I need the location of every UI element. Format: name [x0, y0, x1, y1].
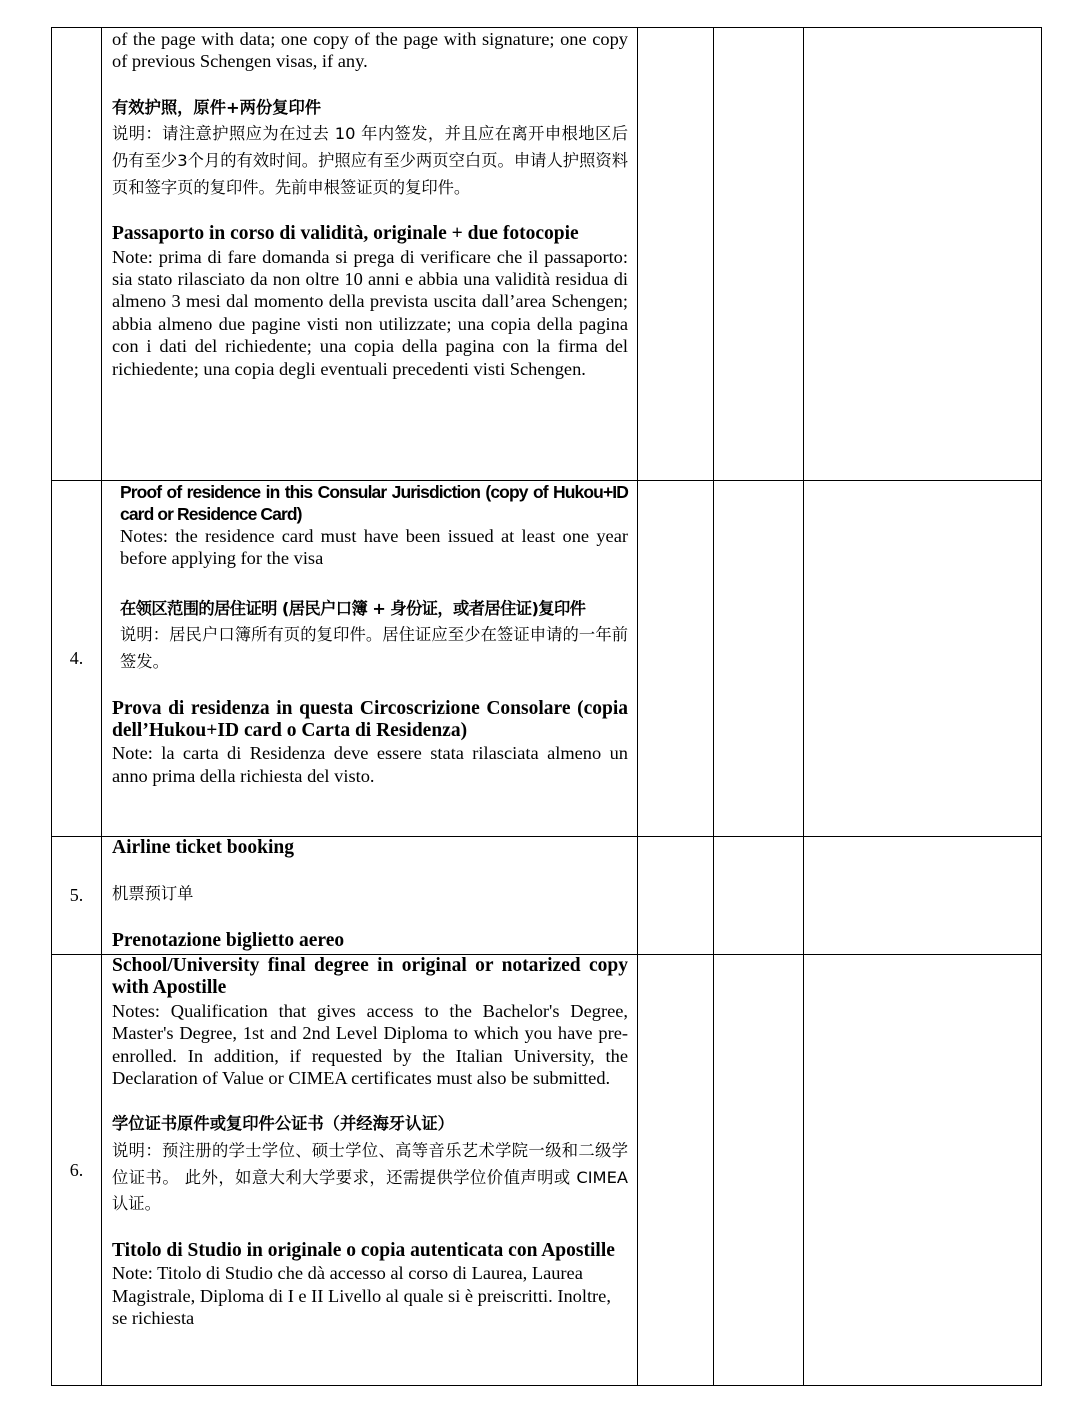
check-cell [714, 837, 804, 955]
row-description [102, 955, 638, 1386]
english-note: Notes: Qualification that gives access to the Bachelor's Degree, Master's Degree, 1st and 2nd Level Diploma to which you have pre-enrolled. In addition, if requested by the Italian University, the Declaration of Value or CIMEA certificates must also be submitted. [112, 1000, 628, 1089]
chinese-title: 机票预订单 [112, 884, 194, 904]
chinese-note: 说明：居民户口簿所有页的复印件。居住证应至少在签证申请的一年前签发。 [120, 625, 628, 671]
chinese-title: 有效护照，原件+两份复印件 [112, 97, 322, 117]
check-cell [714, 955, 804, 1386]
italian-note: Note: la carta di Residenza deve essere stata rilasciata almeno un anno prima della richiesta del visto. [112, 743, 628, 786]
italian-note: Note: prima di fare domanda si prega di verificare che il passaporto: sia stato rilasciato da non oltre 10 anni e abbia una validità residua di almeno 3 mesi dal momento della prevista uscita dall’area Schengen; abbia almeno due pagine visti non utilizzate; una copia della pagina con i dati del richiedente; una copia della pagina con la firma del richiedente; una copia degli eventuali precedenti visti Schengen. [112, 246, 628, 379]
chinese-note: 说明：请注意护照应为在过去 10 年内签发，并且应在离开申根地区后仍有至少3个月的有效时间。护照应有至少两页空白页。申请人护照资料页和签字页的复印件。先前申根签证页的复印件。 [112, 124, 628, 197]
table-row [52, 28, 1042, 481]
row-number: 5. [52, 837, 102, 955]
table-row [52, 481, 1042, 837]
remarks-cell [804, 837, 1042, 955]
italian-title: Prenotazione biglietto aereo [112, 930, 345, 951]
italian-title: Prova di residenza in questa Circoscrizione Consolare (copia dell’Hukou+ID card o Carta di Residenza) [112, 697, 628, 741]
requirements-table [51, 27, 1042, 1386]
chinese-note: 说明：预注册的学士学位、硕士学位、高等音乐艺术学院一级和二级学位证书。 此外，如意大利大学要求，还需提供学位价值声明或 CIMEA认证。 [112, 1141, 628, 1214]
check-cell [638, 955, 714, 1386]
check-cell [714, 481, 804, 837]
english-title: School/University final degree in original or notarized copy with Apostille [112, 955, 628, 999]
italian-note: Note: Titolo di Studio che dà accesso al corso di Laurea, Laurea Magistrale, Diploma di I e II Livello al quale si è preiscritti. Inoltre, se richiesta [112, 1263, 611, 1329]
remarks-cell [804, 955, 1042, 1386]
english-title: Airline ticket booking [112, 837, 295, 858]
check-cell [638, 28, 714, 481]
italian-title: Titolo di Studio in originale o copia autenticata con Apostille [112, 1239, 615, 1261]
row-description [102, 481, 638, 837]
row-number: 6. [52, 955, 102, 1386]
row-description [102, 837, 638, 955]
chinese-title: 学位证书原件或复印件公证书（并经海牙认证） [112, 1114, 454, 1134]
row-number: 4. [52, 481, 102, 837]
english-title: Proof of residence in this Consular Jurisdiction (copy of Hukou+ID card or Residence Card) [120, 482, 628, 524]
check-cell [638, 481, 714, 837]
remarks-cell [804, 28, 1042, 481]
chinese-title: 在领区范围的居住证明 (居民户口簿 + 身份证，或者居住证)复印件 [120, 598, 586, 618]
row-number [52, 28, 102, 481]
check-cell [638, 837, 714, 955]
check-cell [714, 28, 804, 481]
english-note-continued: of the page with data; one copy of the page with signature; one copy of previous Schengen visas, if any. [112, 29, 628, 72]
remarks-cell [804, 481, 1042, 837]
english-note: Notes: the residence card must have been issued at least one year before applying for the visa [120, 526, 628, 569]
row-description [102, 28, 638, 481]
table-row [52, 955, 1042, 1386]
italian-title: Passaporto in corso di validità, originale + due fotocopie [112, 223, 579, 245]
table-row [52, 837, 1042, 955]
